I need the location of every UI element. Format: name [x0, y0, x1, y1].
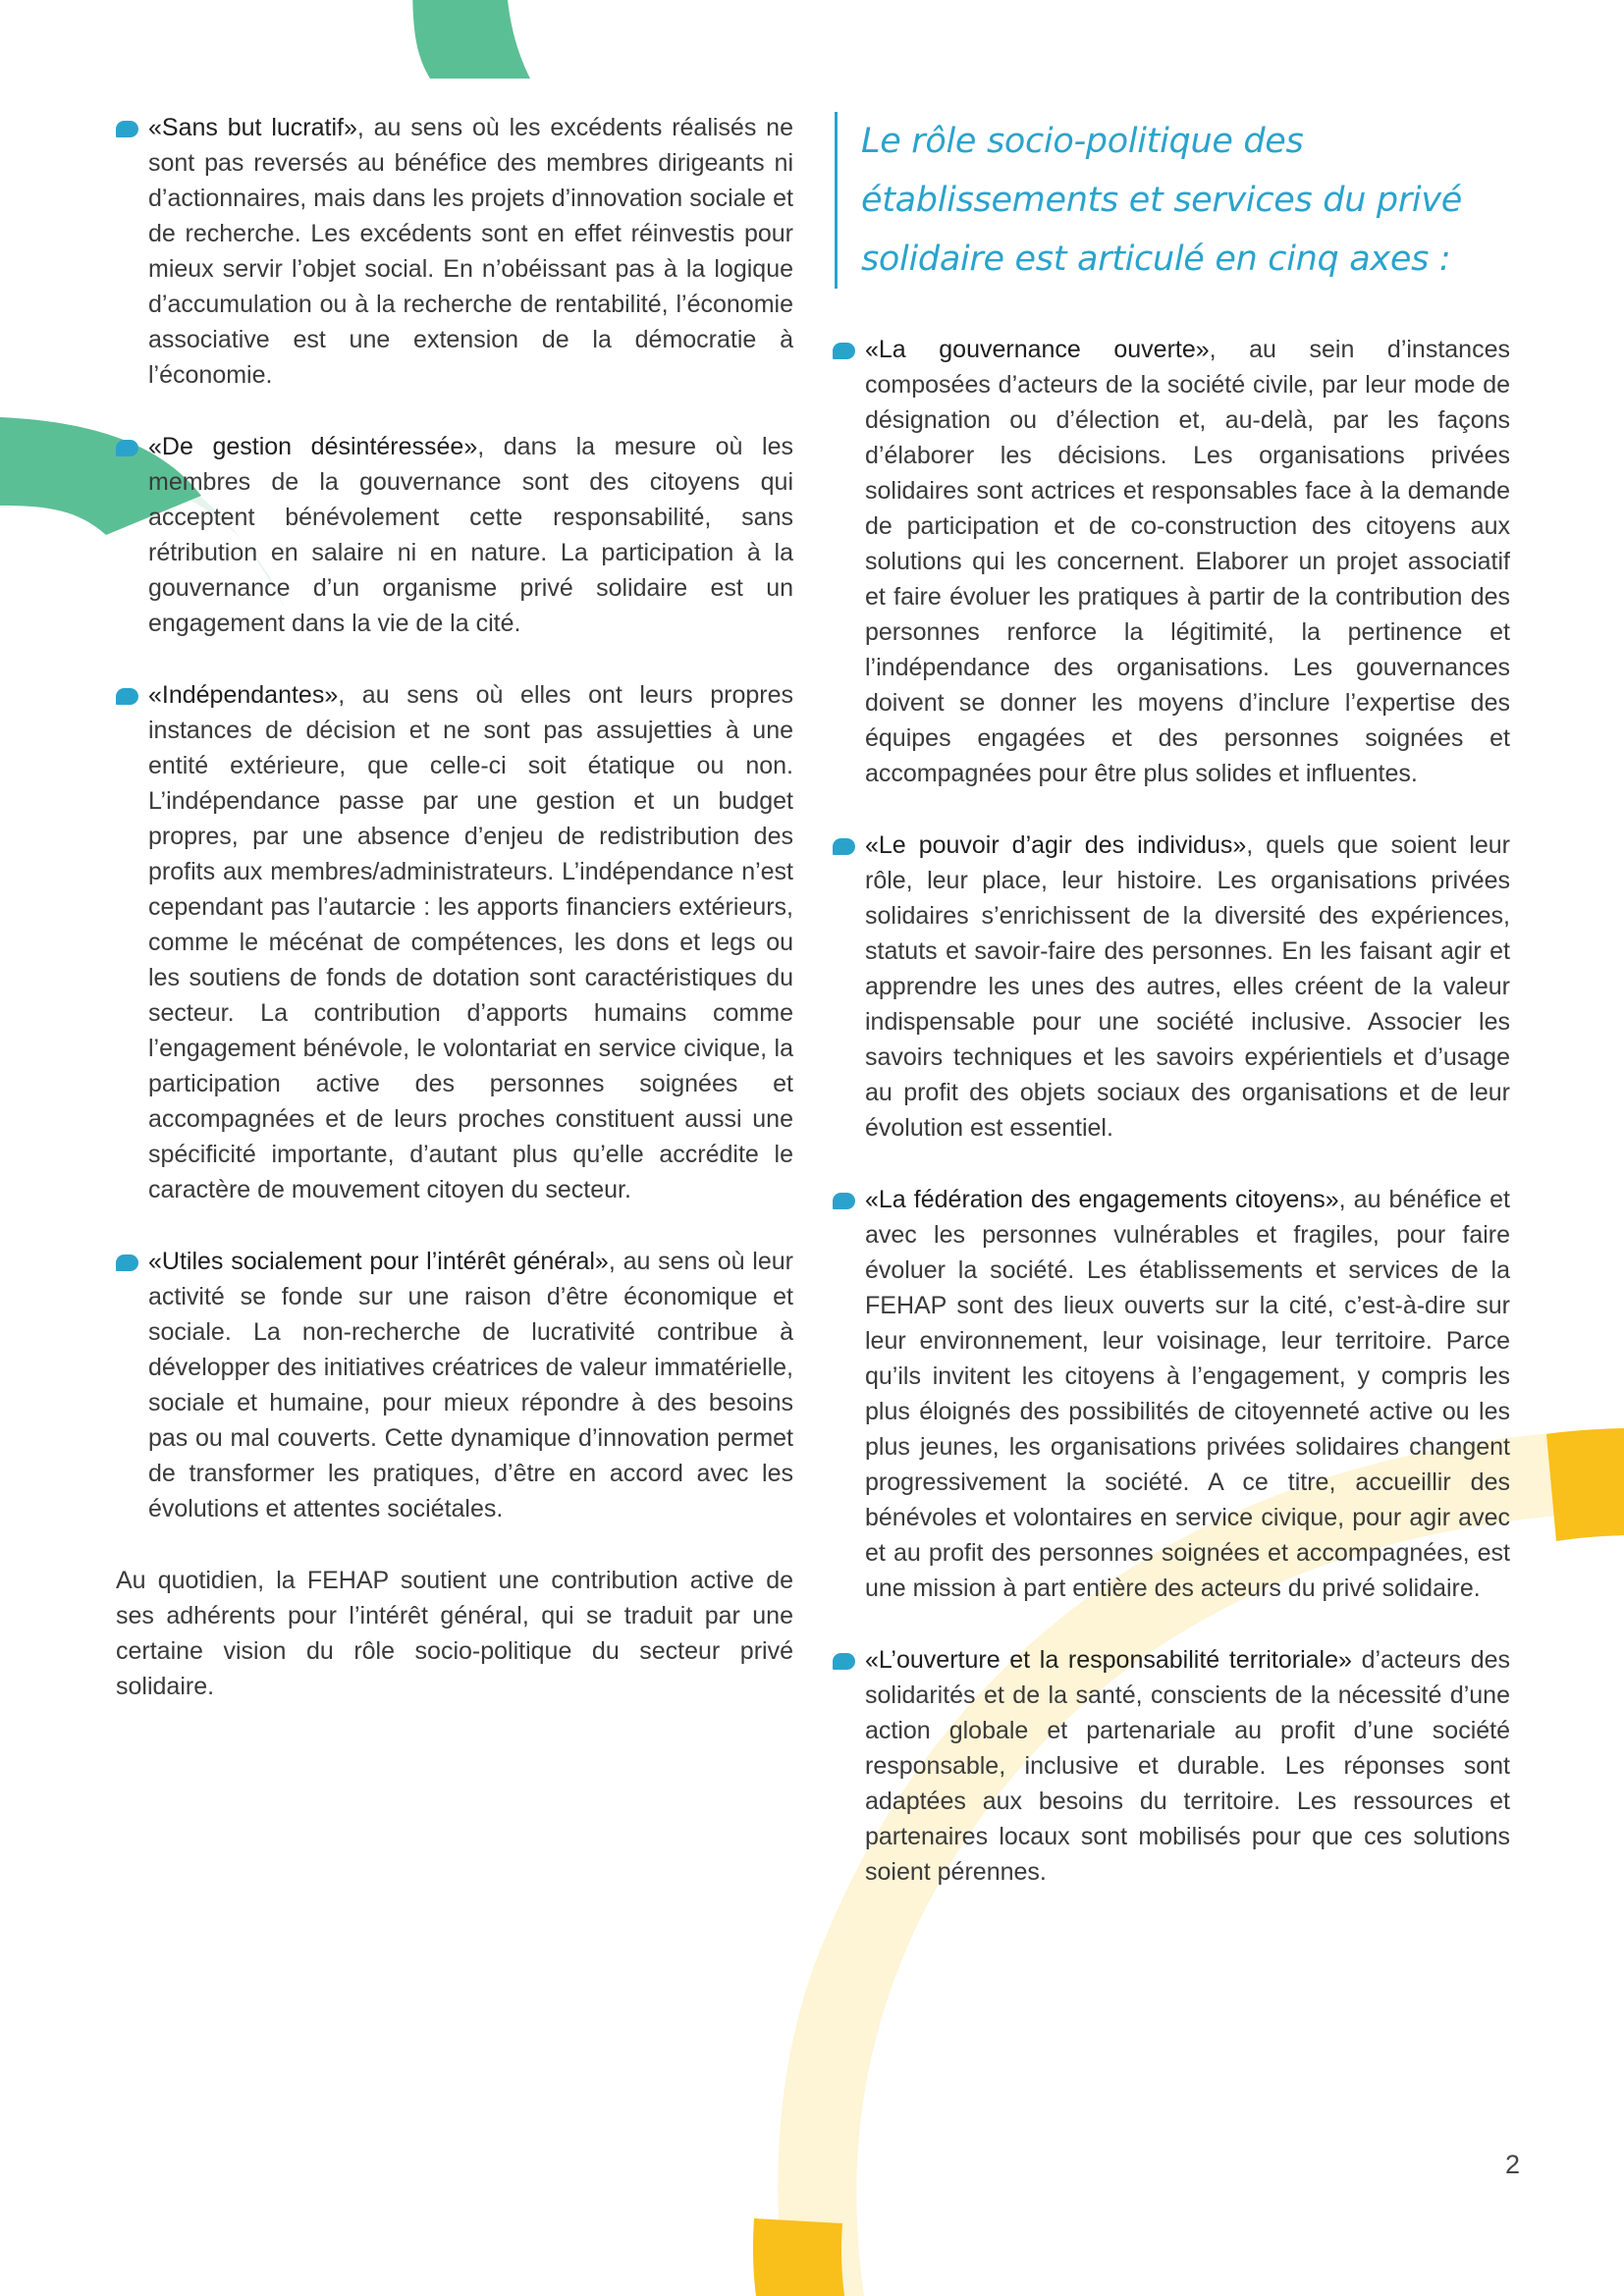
right-column	[833, 110, 1510, 1926]
green-arc-top	[412, 0, 530, 79]
list-item	[833, 828, 1510, 1146]
bullet-icon	[833, 838, 855, 855]
yellow-arc-right	[1546, 1428, 1624, 1541]
list-item	[116, 1244, 793, 1526]
item-lead: «Indépendantes»	[148, 681, 339, 709]
item-paragraph	[865, 332, 1510, 791]
item-text: , quels que soient leur rôle, leur place, leur histoire. Les organisations privées solidaires s’enrichissent de la diversité des expériences, statuts et savoir-faire des personnes. En les faisant agir et apprendre les unes des autres, elles créent de la valeur indispensable pour une société inclusive. Associer les savoirs techniques et les savoirs expérientiels et d’usage au profit des objets sociaux des organisations et de leur évolution est essentiel.	[865, 831, 1511, 1142]
item-lead: «Sans but lucratif»	[148, 114, 357, 141]
item-lead: «Le pouvoir d’agir des individus»	[865, 831, 1247, 859]
page-number: 2	[1504, 2150, 1520, 2179]
section-heading: Le rôle socio-politique des établissements et services du privé solidaire est articulé en cinq axes :	[861, 122, 1462, 279]
bullet-icon	[833, 343, 855, 359]
bullet-icon	[116, 688, 138, 705]
yellow-arc-bottom	[753, 2218, 844, 2296]
item-paragraph	[865, 828, 1510, 1146]
item-text: d’acteurs des solidarités et de la santé, conscients de la nécessité d’une action globale et partenariale au profit d’une société responsable, inclusive et durable. Les réponses sont adaptées aux besoins du territoire. Les ressources et partenaires locaux sont mobilisés pour que ces solutions soient pérennes.	[865, 1646, 1510, 1886]
item-text: , au sein d’instances composées d’acteurs de la société civile, par leur mode de désignation ou d’élection et, au-delà, par les façons d’élaborer les décisions. Les organisations privées solidaires sont actrices et responsables face à la demande de participation et de co-construction des citoyens aux solutions qui les concernent. Elaborer un projet associatif et faire évoluer les pratiques à partir de la contribution des personnes renforce la légitimité, la pertinence et l’indépendance des organisations. Les gouvernances doivent se donner les moyens d’inclure l’expertise des équipes engagées et des personnes soignées et accompagnées pour être plus solides et influentes.	[865, 336, 1510, 787]
item-paragraph	[148, 110, 793, 393]
item-lead: «La fédération des engagements citoyens»	[865, 1186, 1339, 1213]
bullet-icon	[833, 1653, 855, 1670]
list-item	[116, 429, 793, 641]
list-item	[833, 1642, 1510, 1890]
section-heading-box	[835, 112, 1510, 289]
item-text: , au sens où elles ont leurs propres instances de décision et ne sont pas assujetties à une entité extérieure, que celle-ci soit étatique ou non. L’indépendance passe par une gestion et un budget propres, par une absence d’enjeu de redistribution des profits aux membres/administrateurs. L’indépendance n’est cependant pas l’autarcie : les apports financiers extérieurs, comme le mécénat de compétences, les dons et legs ou les soutiens de fonds de dotation sont caractéristiques du secteur. La contribution d’apports humains comme l’engagement bénévole, le volontariat en service civique, la participation active des personnes soignées et accompagnées et de leurs proches constituent aussi une spécificité importante, d’autant plus qu’elle accrédite le caractère de mouvement citoyen du secteur.	[148, 681, 793, 1203]
item-lead: «La gouvernance ouverte»	[865, 336, 1210, 363]
item-paragraph	[148, 1244, 793, 1526]
list-item	[833, 1182, 1510, 1606]
item-lead: «L’ouverture et la responsabilité territoriale»	[865, 1646, 1352, 1674]
item-paragraph	[148, 677, 793, 1207]
item-paragraph	[865, 1642, 1510, 1890]
closing-paragraph: Au quotidien, la FEHAP soutient une contribution active de ses adhérents pour l’intérêt général, qui se traduit par une certaine vision du rôle socio-politique du secteur privé solidaire.	[116, 1567, 793, 1700]
bullet-icon	[116, 121, 138, 137]
item-text: , au bénéfice et avec les personnes vulnérables et fragiles, pour faire évoluer la société. Les établissements et services de la FEHAP sont des lieux ouverts sur la cité, c’est-à-dire sur leur environnement, leur voisinage, leur territoire. Parce qu’ils invitent les citoyens à l’engagement, y compris les plus éloignés des possibilités de citoyenneté active ou les plus jeunes, les organisations privées solidaires changent progressivement la société. A ce titre, accueillir des bénévoles et volontaires en service civique, pour agir avec et au profit des personnes soignées et accompagnées, est une mission à part entière des acteurs du privé solidaire.	[865, 1186, 1510, 1602]
left-column	[116, 110, 793, 1704]
item-text: , au sens où leur activité se fonde sur une raison d’être économique et sociale. La non-recherche de lucrativité contribue à développer des initiatives créatrices de valeur immatérielle, sociale et humaine, pour mieux répondre à des besoins pas ou mal couverts. Cette dynamique d’innovation permet de transformer les pratiques, d’être en accord avec les évolutions et attentes sociétales.	[148, 1248, 793, 1522]
bullet-icon	[116, 440, 138, 456]
bullet-icon	[833, 1193, 855, 1209]
list-item	[833, 332, 1510, 791]
item-lead: «De gestion désintéressée»	[148, 433, 478, 460]
list-item	[116, 110, 793, 393]
item-paragraph	[148, 429, 793, 641]
item-paragraph	[865, 1182, 1510, 1606]
list-item	[116, 677, 793, 1207]
bullet-icon	[116, 1255, 138, 1271]
item-text: , au sens où les excédents réalisés ne sont pas reversés au bénéfice des membres dirigeants ni d’actionnaires, mais dans les projets d’innovation sociale et de recherche. Les excédents sont en effet réinvestis pour mieux servir l’objet social. En n’obéissant pas à la logique d’accumulation ou à la recherche de rentabilité, l’économie associative est une extension de la démocratie à l’économie.	[148, 114, 793, 389]
item-lead: «Utiles socialement pour l’intérêt général»	[148, 1248, 609, 1275]
item-text: , dans la mesure où les membres de la gouvernance sont des citoyens qui acceptent bénévolement cette responsabilité, sans rétribution en salaire ni en nature. La participation à la gouvernance d’un organisme privé solidaire est un engagement dans la vie de la cité.	[148, 433, 793, 637]
